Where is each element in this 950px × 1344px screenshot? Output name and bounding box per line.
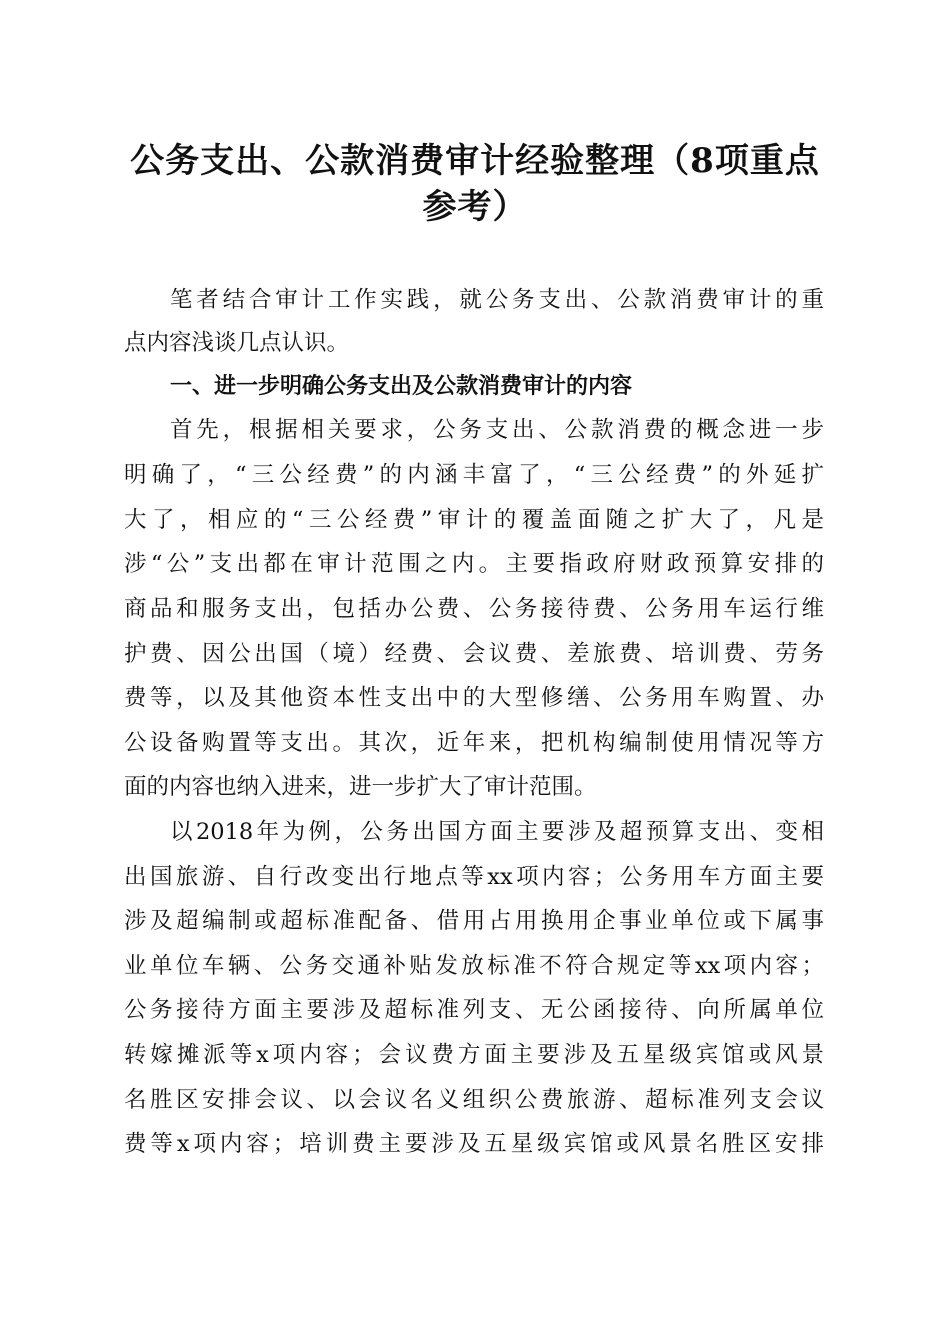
para1-line-2: 明确了，“三公经费”的内涵丰富了，“三公经费”的外延扩 (124, 462, 824, 488)
document-title-line-2: 参考） (422, 187, 528, 227)
intro-line-1: 笔者结合审计工作实践，就公务支出、公款消费审计的重 (170, 287, 824, 313)
document-title-line-1: 公务支出、公款消费审计经验整理（8项重点 (130, 141, 820, 181)
para2-line-6: 转嫁摊派等x项内容；会议费方面主要涉及五星级宾馆或风景 (124, 1042, 824, 1068)
para1-line-8: 公设备购置等支出。其次，近年来，把机构编制使用情况等方 (124, 730, 824, 756)
para1-line-6: 护费、因公出国（境）经费、会议费、差旅费、培训费、劳务 (124, 641, 824, 667)
para1-line-5: 商品和服务支出，包括办公费、公务接待费、公务用车运行维 (124, 596, 824, 622)
para2-line-8: 费等x项内容；培训费主要涉及五星级宾馆或风景名胜区安排 (124, 1131, 824, 1157)
para2-line-4: 业单位车辆、公务交通补贴发放标准不符合规定等xx项内容； (124, 953, 824, 979)
para1-line-1: 首先，根据相关要求，公务支出、公款消费的概念进一步 (170, 417, 824, 443)
para1-line-9: 面的内容也纳入进来，进一步扩大了审计范围。 (124, 774, 597, 800)
para2-line-3: 涉及超编制或超标准配备、借用占用换用企事业单位或下属事 (124, 908, 824, 934)
para2-line-2: 出国旅游、自行改变出行地点等xx项内容；公务用车方面主要 (124, 864, 824, 890)
para2-line-1: 以2018年为例，公务出国方面主要涉及超预算支出、变相 (170, 819, 824, 845)
section-1-heading: 一、进一步明确公务支出及公款消费审计的内容 (170, 374, 633, 399)
intro-line-2: 点内容浅谈几点认识。 (124, 330, 350, 356)
para1-line-3: 大了，相应的“三公经费”审计的覆盖面随之扩大了，凡是 (124, 507, 824, 533)
para2-line-5: 公务接待方面主要涉及超标准列支、无公函接待、向所属单位 (124, 997, 824, 1023)
para1-line-7: 费等，以及其他资本性支出中的大型修缮、公务用车购置、办 (124, 685, 824, 711)
para2-line-7: 名胜区安排会议、以会议名义组织公费旅游、超标准列支会议 (124, 1087, 824, 1113)
para1-line-4: 涉“公”支出都在审计范围之内。主要指政府财政预算安排的 (124, 551, 824, 577)
